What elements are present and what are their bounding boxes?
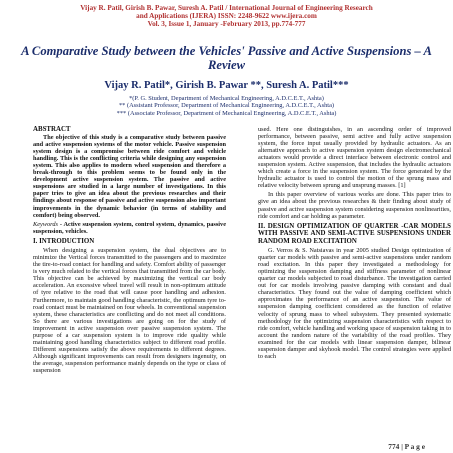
introduction-paragraph: When designing a suspension system, the dual objectives are to minimize the Vertical forces transmitted to the passengers and to maximize the tire-to-road contact for handling and safety. Comfort ability of passenger is very much related to the vertical forces that transmitted from the car body. This objective can be achieved by maximizing the vertical car body acceleration. An excessive wheel travel will result in non-optimum attitude of tyre relative to the road that will cause poor handling and adhesion. Furthermore, to maintain good handling characteristic, the optimum tyre to-road contact must be maintained on four wheels. In conventional suspension system, these characteristics are conflicting and do not meet all conditions. So there are various investigations are going on for the study of improvement in active suspension over passive suspension system. The purpose of a car suspension system is to improve ride quality while maintaining good handling characteristics subject to different road profile. Different suspensions satisfy the above requirements to different degrees. Although significant improvements can result from designers ingenuity, on the average, suspension performance mainly depends on the type or class of suspension	[33, 247, 226, 374]
section-2-paragraph: G. Verros & S. Natsiavas in year 2005 studied Design optimization of quarter car models with passive and semi-active suspensions under random road excitation. In this paper they investigated a methodology for optimizing the suspension damping and stiffness parameter of nonlinear quarter car models subjected to road disturbance. The investigation carried out for car models involving passive damping with constant and dual characteristics. They found out the value of damping coefficient which approximates the performance of an active suspension. The value of suspension damping coefficient considered as the function of relative velocity of sprung mass to wheel subsystem. They presented systematic methodology for the optimizing suspension characteristics with respect to ride comfort, vehicle handling and working space of suspension taking in to account the random nature of the variability of the road profiles. They examined for the car models with linear suspension damper, bilinear suspension damper and skyhook model. The control strategies were applied to each	[258, 247, 451, 360]
affiliation-1: *(P. G. Student, Department of Mechanical Engineering, A.D.C.E.T., Ashta)	[129, 95, 324, 102]
keywords-label: Keywords	[33, 220, 58, 228]
affiliations	[0, 95, 453, 117]
section-heading-design-optimization: II. DESIGN OPTIMIZATION OF QUARTER -CAR MODELS WITH PASSIVE AND SEMI-ACTIVE SUSPENSIONS UNDER RANDOM ROAD EXCITATION	[258, 222, 451, 245]
journal-header-line-1: Vijay R. Patil, Girish B. Pawar, Suresh A. Patil / International Journal of Engineering Research	[80, 4, 373, 12]
abstract-heading: ABSTRACT	[33, 126, 71, 133]
continued-paragraph: used. Here one distinguishes, in an ascending order of improved performance, between passive, semi active and fully active suspension system, the force input usually provided by hydraulic actuators. As an alternative approach to active suspension system design electromechanical actuators would provide a direct interface between electronic control and suspension system. Active suspension, that includes the hydraulic actuators which create a force in the suspension system. The force generated by the hydraulic actuator is used to control the motion of the sprung mass and relative velocity between sprung and unsprung masses. [1]	[258, 126, 451, 190]
journal-header	[0, 4, 453, 29]
affiliation-2: ** (Assistant Professor, Department of Mechanical Engineering, A.D.C.E.T., Ashta)	[118, 102, 335, 110]
affiliation-3: *** (Associate Professor, Department of Mechanical Engineering, A.D.C.E.T., Ashta)	[116, 109, 337, 117]
journal-header-line-2: and Applications (IJERA) ISSN: 2248-9622 www.ijera.com	[136, 12, 317, 21]
author-list: Vijay R. Patil*, Girish B. Pawar **, Suresh A. Patil***	[104, 80, 349, 91]
overview-paragraph: In this paper overview of various works are done. This paper tries to give an idea about the previous researches & their finding about study of passive and active suspension system considering suspension nonlinearities, ride comfort and car holding as parameter.	[258, 191, 451, 220]
section-heading-introduction: I. INTRODUCTION	[33, 237, 95, 245]
right-column	[258, 126, 451, 362]
abstract-body: The objective of this study is a comparative study between passive and active suspension systems of the motor vehicle. Passive suspension system design is a compromise between ride comfort and vehicle handling. This is the conflicting criteria while designing any suspension system. This also applies to modern wheel suspension and therefore a break-through to this problem seems to be found only in the development active suspension system. The passive and active suspensions are studied in a large number of investigations. In this paper tries to give an idea about the previous researches and their findings about response of passive and active suspension also important improvements in the dynamic behavior (in terms of stability and comfort) being observed.	[33, 134, 226, 219]
journal-header-line-3: Vol. 3, Issue 1, January -February 2013, pp.774-777	[147, 20, 306, 29]
page-number: 774 | P a g e	[388, 442, 425, 451]
keywords	[33, 221, 226, 235]
left-column	[33, 126, 226, 376]
keywords-text: - Active suspension system, control system, dynamics, passive suspension, vehicles.	[33, 220, 226, 235]
paper-title: A Comparative Study between the Vehicles' Passive and Active Suspensions – A Review	[21, 44, 432, 72]
